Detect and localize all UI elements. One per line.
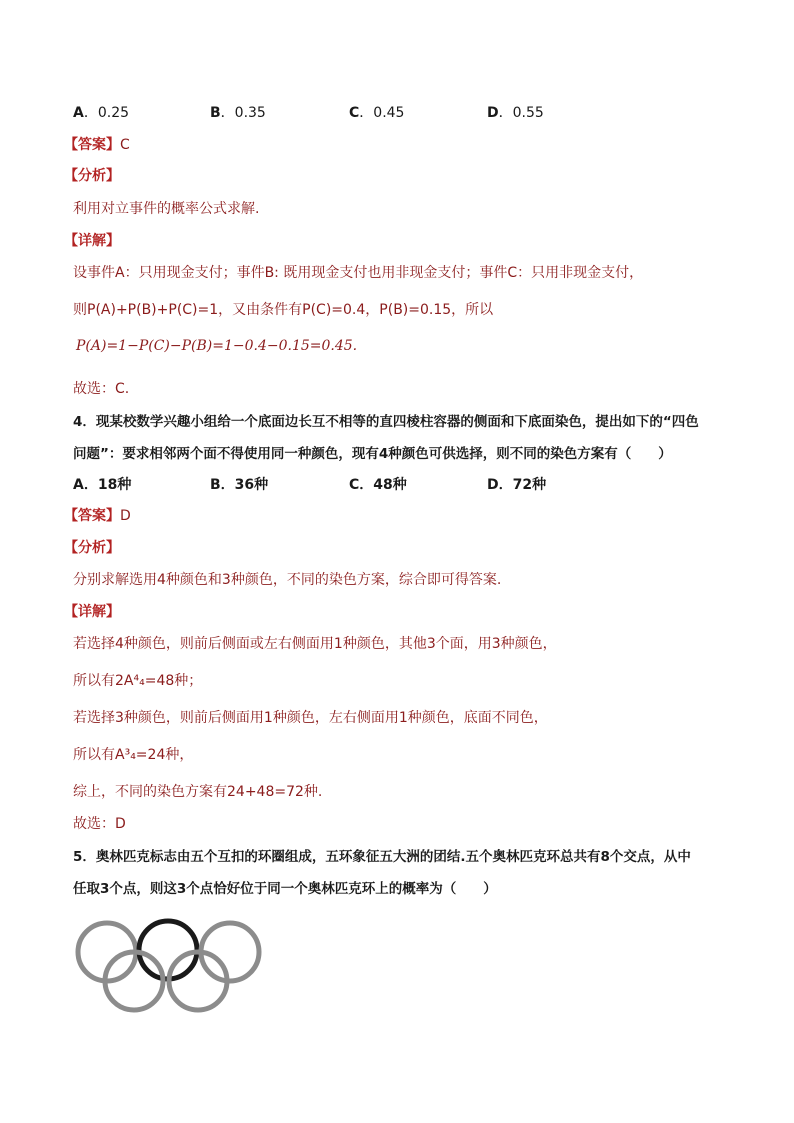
option-text: 48种 xyxy=(373,477,407,493)
q3-option-a[interactable]: A．0.25 xyxy=(73,105,130,121)
option-text: 72种 xyxy=(512,477,547,493)
option-text: 36种 xyxy=(234,477,269,493)
q3-answer xyxy=(64,134,130,154)
q5-stem-line1: 5．奥林匹克标志由五个互扣的环圈组成，五环象征五大洲的团结.五个奥林匹克环总共有8个交点，从中 xyxy=(73,849,691,865)
answer-value: C xyxy=(120,137,130,153)
q3-option-d[interactable]: D．0.55 xyxy=(487,105,544,121)
q3-detail-label: 【详解】 xyxy=(64,233,120,249)
q3-detail-line1: 设事件A：只用现金支付；事件B: 既用现金支付也用非现金支付；事件C：只用非现金支付， xyxy=(73,265,644,281)
q4-answer xyxy=(64,505,131,525)
q4-detail-label: 【详解】 xyxy=(64,604,120,620)
option-letter: D xyxy=(487,477,499,493)
q4-option-c[interactable]: C．48种 xyxy=(349,477,407,493)
q3-option-c[interactable]: C．0.45 xyxy=(349,105,405,121)
q3-option-b[interactable]: B．0.35 xyxy=(210,105,266,121)
q4-detail-line: 所以有A³₄=24种， xyxy=(73,747,194,763)
option-letter: B xyxy=(210,477,221,493)
q4-stem-line1: 4．现某校数学兴趣小组给一个底面边长互不相等的直四棱柱容器的侧面和下底面染色，提出如下的“四色 xyxy=(73,414,699,430)
option-letter: C xyxy=(349,105,360,121)
option-text: 18种 xyxy=(97,477,132,493)
q4-detail-line: 综上，不同的染色方案有24+48=72种. xyxy=(73,784,323,800)
q3-analysis-text: 利用对立事件的概率公式求解. xyxy=(73,201,260,217)
ring-top-middle xyxy=(139,921,197,979)
q3-options xyxy=(73,102,633,122)
answer-value: D xyxy=(120,508,131,524)
option-letter: A xyxy=(73,477,84,493)
option-text: 0.45 xyxy=(373,105,405,121)
option-text: 0.55 xyxy=(512,105,544,121)
q4-option-d[interactable]: D．72种 xyxy=(487,477,547,493)
option-text: 0.25 xyxy=(97,105,130,121)
q5-stem-line2: 任取3个点，则这3个点恰好位于同一个奥林匹克环上的概率为（ ） xyxy=(73,881,497,897)
option-letter: C xyxy=(349,477,360,493)
answer-label: 【答案】 xyxy=(64,508,120,524)
answer-label: 【答案】 xyxy=(64,137,120,153)
q3-conclusion: 故选：C. xyxy=(73,381,130,397)
q4-stem-line2: 问题”：要求相邻两个面不得使用同一种颜色，现有4种颜色可供选择，则不同的染色方案有（ ） xyxy=(73,446,672,462)
q4-option-a[interactable]: A．18种 xyxy=(73,477,132,493)
q4-option-b[interactable]: B．36种 xyxy=(210,477,269,493)
q3-detail-line2: 则P(A)+P(B)+P(C)=1，又由条件有P(C)=0.4，P(B)=0.15，所以 xyxy=(73,302,494,318)
q4-options xyxy=(73,474,633,494)
q4-detail-line: 若选择4种颜色，则前后侧面或左右侧面用1种颜色，其他3个面，用3种颜色， xyxy=(73,636,557,652)
q4-analysis-text: 分别求解选用4种颜色和3种颜色，不同的染色方案，综合即可得答案. xyxy=(73,572,502,588)
option-text: 0.35 xyxy=(234,105,266,121)
option-letter: A xyxy=(73,105,84,121)
option-letter: D xyxy=(487,105,499,121)
q4-detail-line: 若选择3种颜色，则前后侧面用1种颜色，左右侧面用1种颜色，底面不同色， xyxy=(73,710,548,726)
q3-analysis-label: 【分析】 xyxy=(64,168,120,184)
option-letter: B xyxy=(210,105,221,121)
q4-analysis-label: 【分析】 xyxy=(64,540,120,556)
olympic-rings-figure xyxy=(70,915,270,1015)
q4-conclusion: 故选：D xyxy=(73,816,126,832)
q3-detail-line3: P(A)=1−P(C)−P(B)=1−0.4−0.15=0.45. xyxy=(76,338,358,354)
q4-detail-line: 所以有2A⁴₄=48种； xyxy=(73,673,203,689)
